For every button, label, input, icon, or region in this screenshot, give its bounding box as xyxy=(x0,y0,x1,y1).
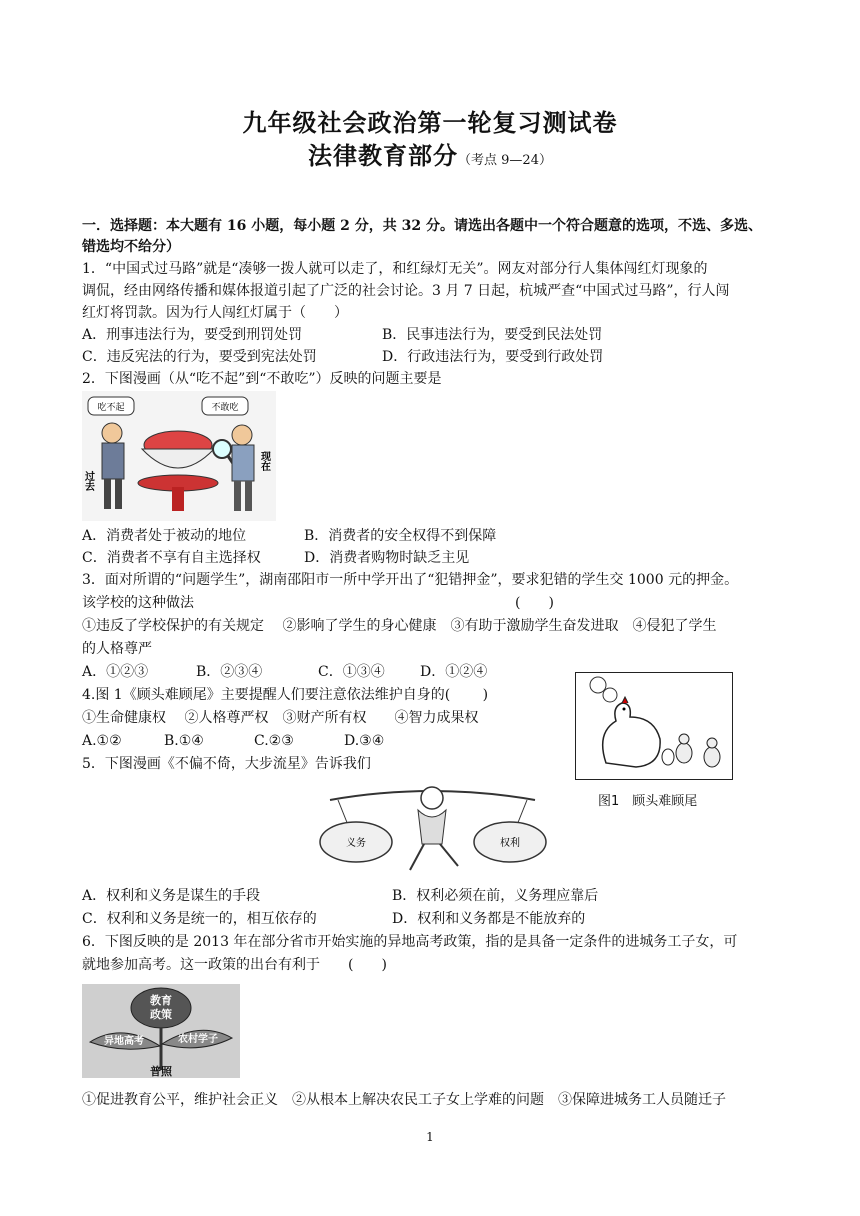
section-heading-line2: 错选均不给分） xyxy=(82,239,180,255)
q1-option-a: A．刑事违法行为，要受到刑罚处罚 xyxy=(82,327,303,343)
page-number: 1 xyxy=(426,1130,434,1144)
q1-option-b: B．民事违法行为，要受到民法处罚 xyxy=(382,327,603,343)
q4-line1: 4.图 1《顾头难顾尾》主要提醒人们要注意依法维护自身的( ) xyxy=(82,687,489,703)
q5-option-d: D．权利和义务都是不能放弃的 xyxy=(392,911,586,927)
subtitle-note: （考点 9—24） xyxy=(458,153,552,168)
q6-top1: 教育 xyxy=(150,994,172,1007)
q2-bubble-left: 吃不起 xyxy=(97,403,125,413)
q5-bag-right: 权利 xyxy=(500,838,520,849)
q6-line2: 就地参加高考。这一政策的出台有利于 ( ) xyxy=(82,957,387,973)
q1-line2: 调侃，经由网络传播和媒体报道引起了广泛的社会讨论。3 月 7 日起，杭城严查“中国式过马路”，行人闯 xyxy=(82,283,730,299)
q2-bubble-right: 不敢吃 xyxy=(211,403,239,413)
q3-line1: 3．面对所谓的“问题学生”，湖南邵阳市一所中学开出了“犯错押金”，要求犯错的学生交 1000 元的押金。 xyxy=(82,572,739,588)
q6-left: 异地高考 xyxy=(104,1036,144,1047)
q4-option-c: C.②③ xyxy=(254,733,294,749)
q2-line1: 2．下图漫画（从“吃不起”到“不敢吃”）反映的问题主要是 xyxy=(82,371,442,387)
q6-right: 农村学子 xyxy=(178,1034,218,1045)
q6-line1: 6．下图反映的是 2013 年在部分省市开始实施的异地高考政策，指的是具备一定条件的进城务工子女，可 xyxy=(82,934,738,950)
q1-line3: 红灯将罚款。因为行人闯红灯属于（ ） xyxy=(82,305,348,321)
subtitle-text: 法律教育部分 xyxy=(308,141,459,170)
q2-side-left: 过去 xyxy=(82,471,94,491)
q3-answer-paren: ( ) xyxy=(515,595,554,611)
q2-option-d: D．消费者购物时缺乏主见 xyxy=(304,550,470,566)
q5-option-a: A．权利和义务是谋生的手段 xyxy=(82,888,261,904)
q3-option-d: D．①②④ xyxy=(420,664,488,680)
q2-cartoon xyxy=(82,391,276,521)
q3-line3: ①违反了学校保护的有关规定 ②影响了学生的身心健康 ③有助于激励学生奋发进取 ④侵犯了学生 xyxy=(82,618,717,634)
section-heading-line1: 一．选择题：本大题有 16 小题，每小题 2 分，共 32 分。请选出各题中一个符合题意的选项，不选、多选、 xyxy=(82,218,762,234)
figure1-cartoon xyxy=(575,672,733,780)
q2-option-b: B．消费者的安全权得不到保障 xyxy=(304,528,497,544)
q4-option-a: A.①② xyxy=(82,733,122,749)
q2-option-c: C．消费者不享有自主选择权 xyxy=(82,550,261,566)
q6-line3: ①促进教育公平，维护社会正义 ②从根本上解决农民工子女上学难的问题 ③保障进城务工人员随迁子 xyxy=(82,1092,726,1108)
q4-line2: ①生命健康权 ②人格尊严权 ③财产所有权 ④智力成果权 xyxy=(82,710,479,726)
q3-option-b: B．②③④ xyxy=(196,664,263,680)
q5-line1: 5．下图漫画《不偏不倚，大步流星》告诉我们 xyxy=(82,756,371,772)
q3-option-c: C．①③④ xyxy=(318,664,385,680)
q5-option-b: B．权利必须在前，义务理应靠后 xyxy=(392,888,599,904)
q5-option-c: C．权利和义务是统一的，相互依存的 xyxy=(82,911,317,927)
figure1-caption: 图1 顾头难顾尾 xyxy=(598,794,698,809)
q3-option-a: A．①②③ xyxy=(82,664,149,680)
page-subtitle xyxy=(0,136,860,171)
q6-top2: 政策 xyxy=(150,1008,172,1021)
q2-option-a: A．消费者处于被动的地位 xyxy=(82,528,247,544)
q5-cartoon xyxy=(310,778,555,880)
q4-option-b: B.①④ xyxy=(164,733,204,749)
q1-option-d: D．行政违法行为，要受到行政处罚 xyxy=(382,349,604,365)
q6-cartoon xyxy=(82,984,240,1078)
q6-bottom: 普照 xyxy=(150,1065,172,1078)
q1-option-c: C．违反宪法的行为，要受到宪法处罚 xyxy=(82,349,317,365)
q3-line4: 的人格尊严 xyxy=(82,641,152,657)
page-title: 九年级社会政治第一轮复习测试卷 xyxy=(242,108,618,137)
q2-side-right: 现在 xyxy=(258,451,270,471)
q5-bag-left: 义务 xyxy=(346,838,366,849)
q4-option-d: D.③④ xyxy=(344,733,385,749)
q3-line2: 该学校的这种做法 xyxy=(82,595,194,611)
q1-line1: 1．“中国式过马路”就是“凑够一拨人就可以走了，和红绿灯无关”。网友对部分行人集体闯红灯现象的 xyxy=(82,261,708,277)
